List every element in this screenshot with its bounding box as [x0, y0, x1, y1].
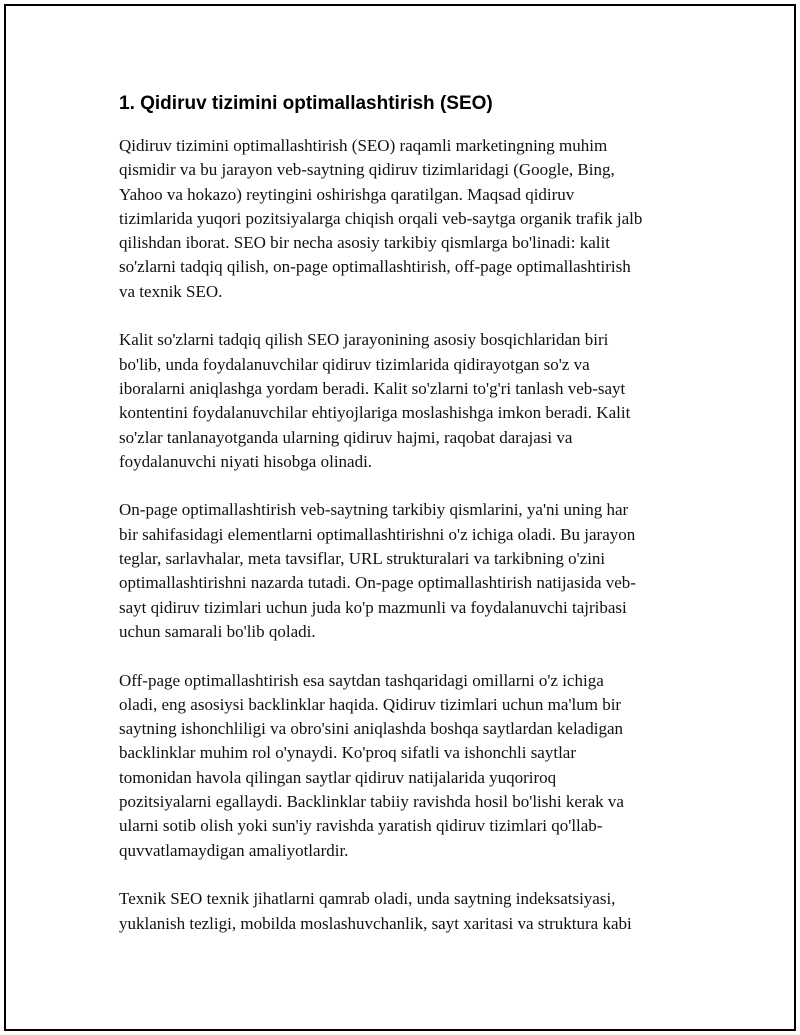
text-line: yuklanish tezligi, mobilda moslashuvchanlik, sayt xaritasi va struktura kabi [119, 913, 632, 933]
text-line: bir sahifasidagi elementlarni optimallashtirishni o'z ichiga oladi. Bu jarayon [119, 524, 636, 544]
paragraphs-container [119, 134, 689, 936]
text-line: Kalit so'zlarni tadqiq qilish SEO jarayonining asosiy bosqichlaridan biri [119, 330, 609, 350]
text-line: sayt qidiruv tizimlari uchun juda ko'p mazmunli va foydalanuvchi tajribasi [119, 597, 627, 617]
text-line: va texnik SEO. [119, 281, 223, 301]
paragraph [119, 669, 689, 863]
text-line: qismidir va bu jarayon veb-saytning qidiruv tizimlaridagi (Google, Bing, [119, 160, 615, 180]
paragraph [119, 887, 689, 936]
text-line: uchun samarali bo'lib qoladi. [119, 621, 316, 641]
text-line: pozitsiyalarni egallaydi. Backlinklar tabiiy ravishda hosil bo'lishi kerak va [119, 792, 624, 812]
text-line: On-page optimallashtirish veb-saytning tarkibiy qismlarini, ya'ni uning har [119, 500, 629, 520]
text-line: tomonidan havola qilingan saytlar qidiruv natijalarida yuqoriroq [119, 767, 557, 787]
text-line: qilishdan iborat. SEO bir necha asosiy tarkibiy qismlarga bo'linadi: kalit [119, 233, 610, 253]
paragraph [119, 328, 689, 474]
text-line: Off-page optimallashtirish esa saytdan tashqaridagi omillarni o'z ichiga [119, 670, 604, 690]
text-line: Texnik SEO texnik jihatlarni qamrab oladi, unda saytning indeksatsiyasi, [119, 889, 616, 909]
page-frame [4, 4, 796, 1031]
text-line: saytning ishonchliligi va obro'sini aniqlashda boshqa saytlardan keladigan [119, 719, 623, 739]
text-line: teglar, sarlavhalar, meta tavsiflar, URL strukturalari va tarkibning o'zini [119, 549, 606, 569]
text-line: tizimlarida yuqori pozitsiyalarga chiqish orqali veb-saytga organik trafik jalb [119, 208, 643, 228]
paragraph [119, 498, 689, 644]
text-line: ularni sotib olish yoki sun'iy ravishda yaratish qidiruv tizimlari qo'llab- [119, 816, 603, 836]
text-line: iboralarni aniqlashga yordam beradi. Kalit so'zlarni to'g'ri tanlash veb-sayt [119, 378, 626, 398]
text-line: so'zlarni tadqiq qilish, on-page optimallashtirish, off-page optimallashtirish [119, 257, 631, 277]
section-heading: 1. Qidiruv tizimini optimallashtirish (SEO) [119, 93, 493, 114]
text-line: optimallashtirishni nazarda tutadi. On-page optimallashtirish natijasida veb- [119, 573, 636, 593]
text-line: bo'lib, unda foydalanuvchilar qidiruv tizimlarida qidirayotgan so'z va [119, 354, 590, 374]
text-line: oladi, eng asosiysi backlinklar haqida. Qidiruv tizimlari uchun ma'lum bir [119, 694, 622, 714]
document-body [119, 92, 689, 960]
text-line: Yahoo va hokazo) reytingini oshirishga qaratilgan. Maqsad qidiruv [119, 184, 575, 204]
text-line: quvvatlamaydigan amaliyotlardir. [119, 840, 349, 860]
text-line: so'zlar tanlanayotganda ularning qidiruv hajmi, raqobat darajasi va [119, 427, 573, 447]
text-line: Qidiruv tizimini optimallashtirish (SEO) raqamli marketingning muhim [119, 136, 608, 155]
paragraph [119, 134, 689, 304]
text-line: foydalanuvchi niyati hisobga olinadi. [119, 451, 373, 471]
text-line: kontentini foydalanuvchilar ehtiyojlariga moslashishga imkon beradi. Kalit [119, 403, 631, 423]
text-line: backlinklar muhim rol o'ynaydi. Ko'proq sifatli va ishonchli saytlar [119, 743, 577, 763]
